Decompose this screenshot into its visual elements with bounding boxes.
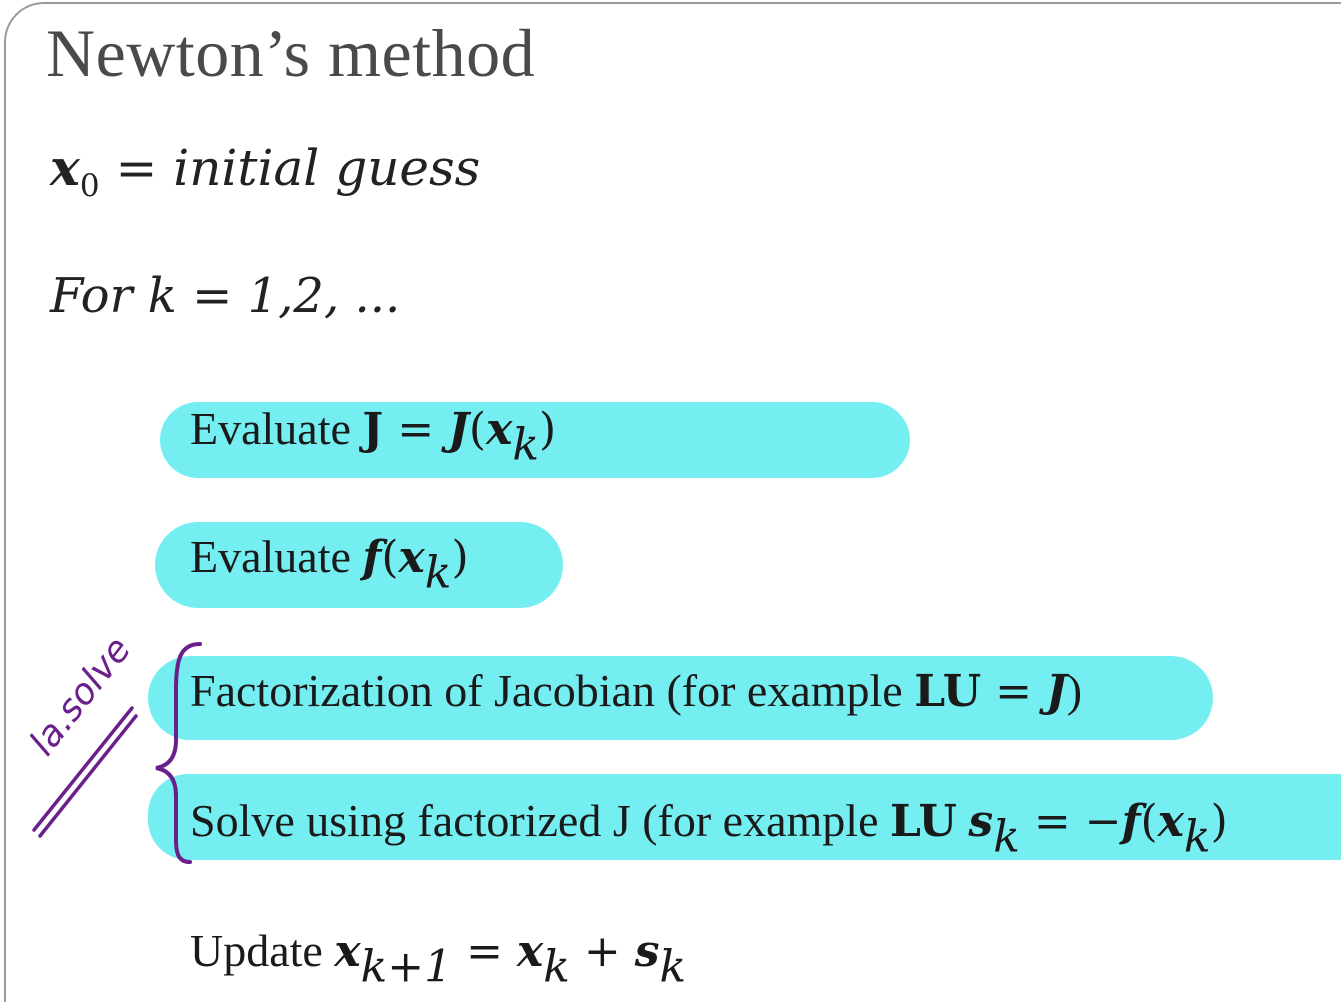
xk-sub: k — [512, 419, 539, 471]
jacobian-fn: J — [448, 404, 469, 455]
plus: + — [569, 926, 635, 977]
f-fn: f — [362, 532, 382, 583]
lu-matrix: LU — [914, 666, 982, 717]
f-fn: f — [1121, 796, 1141, 847]
paren-open: ( — [1140, 796, 1158, 847]
x0-var: x — [50, 138, 80, 197]
equals: = — [383, 404, 449, 455]
xk-sub: k — [424, 547, 452, 599]
paren-close: ) — [1210, 796, 1228, 847]
xk-sub: k — [543, 941, 570, 993]
equals: = — [452, 926, 517, 977]
jacobian-fn: J — [1045, 666, 1067, 717]
handwritten-annotation: la.solve — [22, 629, 140, 764]
for-loop-line: For k = 1,2, ... — [50, 268, 401, 324]
initial-guess-text: = initial guess — [99, 139, 481, 197]
step-label: Update — [190, 925, 335, 976]
jacobian-matrix: J — [362, 404, 384, 455]
sk-var: s — [968, 796, 994, 847]
paren-close: ) — [539, 404, 557, 455]
slide-title: Newton’s method — [46, 15, 536, 91]
xk1-var: x — [334, 926, 361, 977]
curly-brace-icon — [156, 644, 200, 862]
sk-sub: k — [659, 941, 687, 993]
x0-sub: 0 — [79, 167, 100, 204]
equals-minus: = − — [1019, 796, 1122, 847]
paren-close: ) — [1066, 665, 1083, 716]
sk-var: s — [634, 926, 660, 977]
paren-close: ) — [451, 532, 469, 583]
step-label: Evaluate — [190, 531, 363, 582]
equals: = — [981, 666, 1046, 717]
step-label: Evaluate — [190, 403, 363, 454]
paren-open: ( — [381, 532, 399, 583]
xk-var: x — [1157, 796, 1184, 847]
xk-sub: k — [1183, 811, 1211, 863]
step-label: Solve using factorized J (for example — [190, 795, 890, 846]
xk-var: x — [516, 926, 544, 977]
xk-var: x — [398, 532, 425, 583]
step-label: Factorization of Jacobian (for example — [190, 665, 915, 716]
xk1-sub: k+1 — [360, 941, 453, 993]
lu-matrix: LU — [890, 796, 957, 847]
xk-var: x — [486, 404, 513, 455]
paren-open: ( — [468, 404, 487, 455]
sk-sub: k — [993, 811, 1020, 863]
